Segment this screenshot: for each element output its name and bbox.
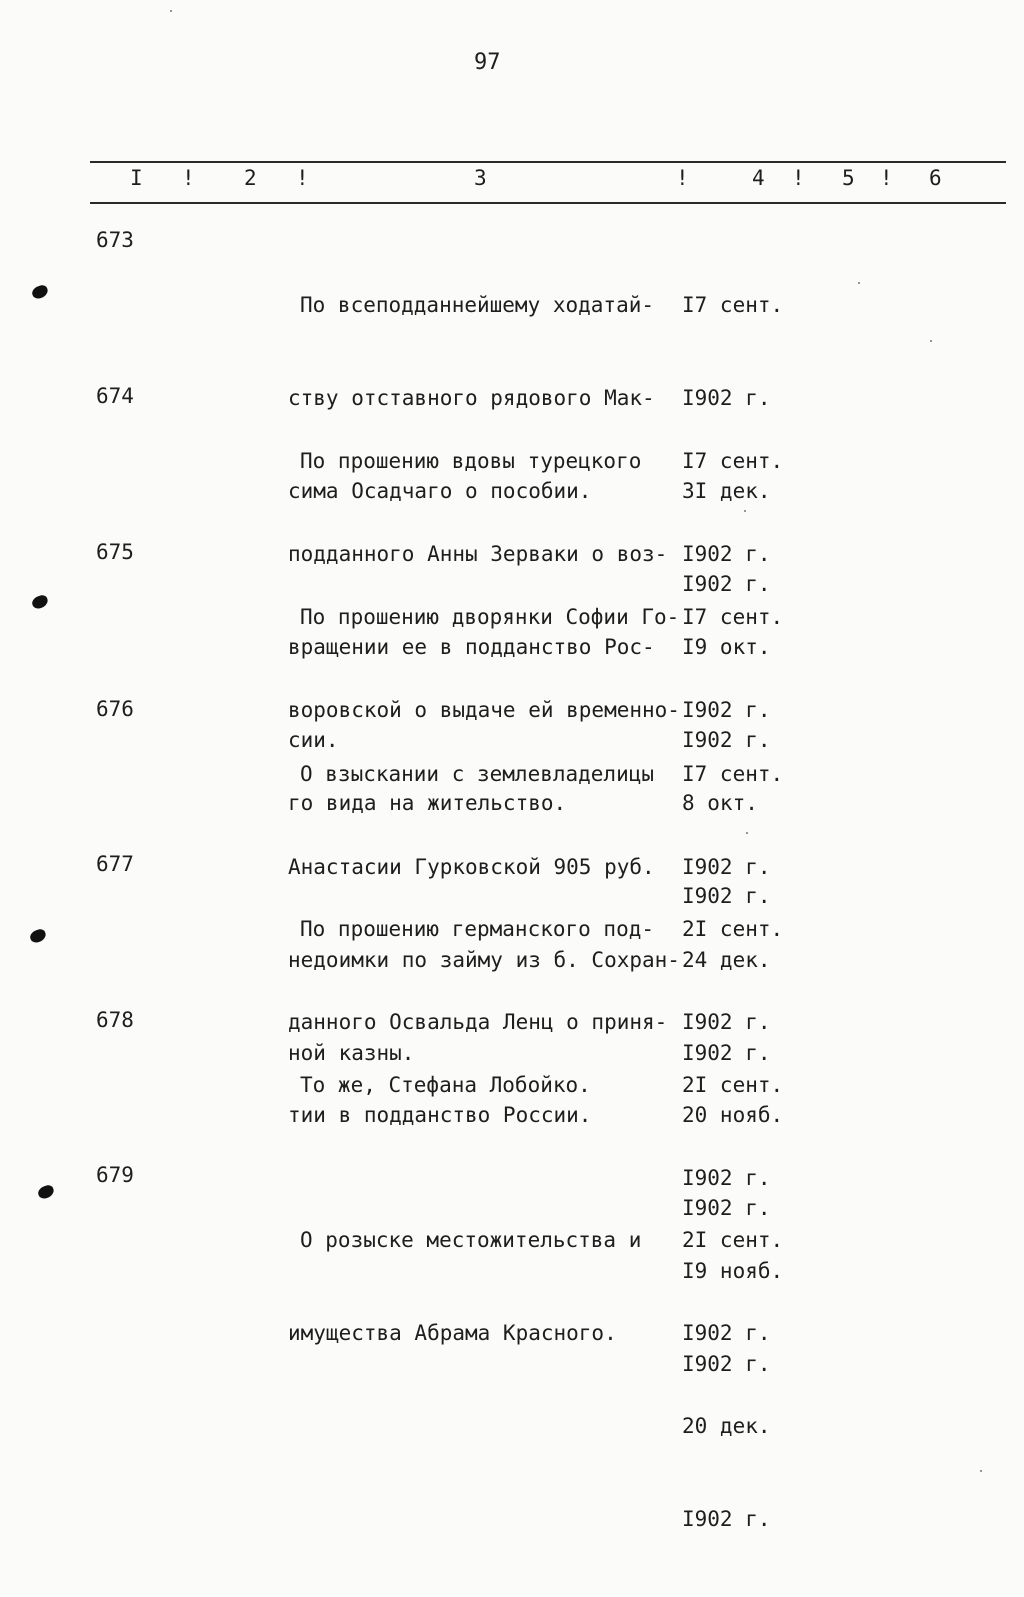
- entry-description: [288, 1163, 642, 1411]
- entry-number: 673: [96, 228, 134, 252]
- date-line: I902 г.: [682, 728, 771, 752]
- date-line: I7 сент.: [682, 293, 784, 317]
- header-col-4: 4: [752, 166, 765, 190]
- date-line: I902 г.: [682, 1507, 771, 1531]
- desc-line: По всеподданнейшему ходатай-: [300, 293, 655, 317]
- date-line: I9 нояб.: [682, 1259, 784, 1283]
- date-line: I902 г.: [682, 1041, 771, 1065]
- punch-hole-mark: [30, 284, 49, 301]
- header-col-2: 2: [244, 166, 257, 190]
- entry-description: [300, 1008, 591, 1163]
- scan-speck: [170, 10, 172, 12]
- desc-line: сии.: [288, 728, 339, 752]
- date-line: I902 г.: [682, 855, 771, 879]
- desc-line: имущества Абрама Красного.: [288, 1321, 617, 1345]
- punch-hole-mark: [28, 928, 47, 945]
- date-line: I902 г.: [682, 572, 771, 596]
- entry-number: 677: [96, 852, 134, 876]
- header-sep-2: !: [296, 166, 309, 190]
- entry-number: 674: [96, 384, 134, 408]
- desc-line: данного Освальда Ленц о приня-: [288, 1010, 668, 1034]
- header-sep-5: !: [880, 166, 893, 190]
- page-number: 97: [474, 50, 501, 75]
- date-line: I7 сент.: [682, 605, 784, 629]
- date-line: 20 дек.: [682, 1414, 771, 1438]
- date-line: I902 г.: [682, 542, 771, 566]
- header-sep-3: !: [676, 166, 689, 190]
- date-line: I7 сент.: [682, 449, 784, 473]
- header-col-6: 6: [929, 166, 942, 190]
- date-line: I902 г.: [682, 698, 771, 722]
- desc-line: тии в подданство России.: [288, 1103, 592, 1127]
- date-line: I9 окт.: [682, 635, 771, 659]
- date-line: I902 г.: [682, 884, 771, 908]
- desc-line: О розыске местожительства и: [300, 1228, 642, 1252]
- desc-line: По прошению вдовы турецкого: [300, 449, 642, 473]
- desc-line: По прошению германского под-: [300, 917, 655, 941]
- desc-line: вращении ее в подданство Рос-: [288, 635, 655, 659]
- entry-dates: [682, 1163, 783, 1597]
- desc-line: ству отставного рядового Мак-: [288, 386, 655, 410]
- desc-line: Анастасии Гурковской 905 руб.: [288, 855, 655, 879]
- header-sep-1: !: [182, 166, 195, 190]
- scan-speck: [980, 1470, 982, 1472]
- date-line: I902 г.: [682, 1321, 771, 1345]
- date-line: I902 г.: [682, 386, 771, 410]
- desc-line: То же, Стефана Лобойко.: [300, 1073, 591, 1097]
- desc-line: сима Осадчаго о пособии.: [288, 479, 592, 503]
- desc-line: О взыскании с землевладелицы: [300, 762, 655, 786]
- date-line: I902 г.: [682, 1010, 771, 1034]
- date-line: 2I сент.: [682, 917, 784, 941]
- date-line: I902 г.: [682, 1352, 771, 1376]
- desc-line: По прошению дворянки Софии Го-: [300, 605, 680, 629]
- desc-line: го вида на жительство.: [288, 791, 567, 815]
- entry-number: 678: [96, 1008, 134, 1032]
- desc-line: подданного Анны Зерваки о воз-: [288, 542, 668, 566]
- date-line: 3I дек.: [682, 479, 771, 503]
- desc-line: ной казны.: [288, 1041, 415, 1065]
- entry-number: 675: [96, 540, 134, 564]
- header-col-1: I: [130, 166, 143, 190]
- header-col-5: 5: [842, 166, 855, 190]
- entry-number: 676: [96, 697, 134, 721]
- date-line: 24 дек.: [682, 948, 771, 972]
- date-line: I902 г.: [682, 1196, 771, 1220]
- header-sep-4: !: [792, 166, 805, 190]
- entry-number: 679: [96, 1163, 134, 1187]
- date-line: 8 окт.: [682, 791, 758, 815]
- scan-speck: [746, 832, 748, 834]
- punch-hole-mark: [36, 1184, 55, 1201]
- table-top-rule: [90, 161, 1006, 163]
- date-line: 2I сент.: [682, 1228, 784, 1252]
- header-col-3: 3: [474, 166, 487, 190]
- desc-line: недоимки по займу из б. Сохран-: [288, 948, 680, 972]
- date-line: 20 нояб.: [682, 1103, 784, 1127]
- desc-line: воровской о выдаче ей временно-: [288, 698, 680, 722]
- date-line: I7 сент.: [682, 762, 784, 786]
- date-line: 2I сент.: [682, 1073, 784, 1097]
- scan-speck: [858, 282, 860, 284]
- table-header-rule: [90, 202, 1006, 204]
- date-line: I902 г.: [682, 1166, 771, 1190]
- scan-speck: [930, 340, 932, 342]
- scan-speck: [744, 510, 746, 512]
- punch-hole-mark: [30, 594, 49, 611]
